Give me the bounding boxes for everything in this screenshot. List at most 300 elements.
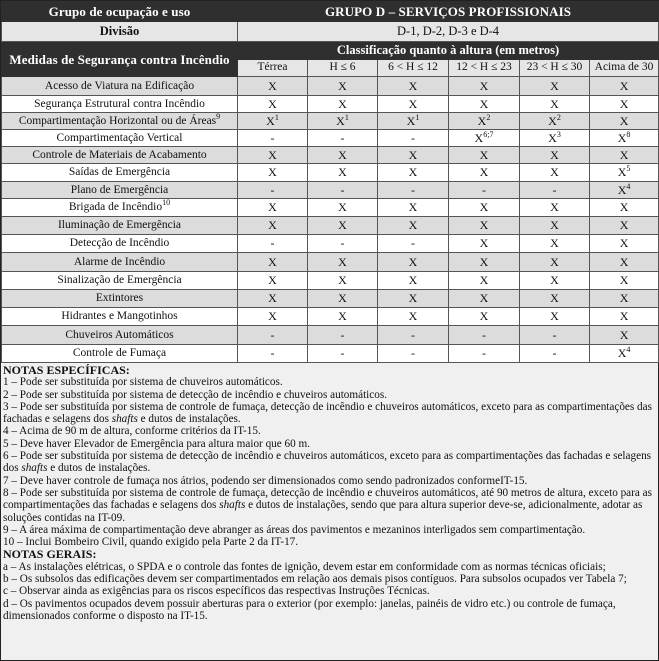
measure-label-text: Acesso de Viatura na Edificação [44, 79, 195, 92]
requirement-mark: X [408, 273, 418, 287]
requirement-cell [378, 182, 449, 199]
measure-label [2, 130, 238, 147]
note-reference: 4 [626, 345, 631, 354]
requirement-cell [520, 164, 590, 182]
requirement-mark: X [550, 165, 559, 179]
requirement-mark: - [270, 182, 275, 197]
note-reference: 6;7 [483, 129, 494, 139]
requirement-cell [520, 96, 590, 113]
requirement-mark: X [266, 113, 275, 128]
requirement-mark: X [268, 96, 277, 111]
requirement-cell [449, 308, 520, 326]
note-reference: 1 [274, 112, 279, 122]
note-text: 1 – Pode ser substituída por sistema de chuveiros automáticos. [3, 376, 283, 389]
table-row [2, 77, 659, 96]
requirement-mark: - [482, 346, 486, 360]
requirement-mark: - [340, 346, 345, 360]
requirement-mark: - [340, 130, 345, 145]
requirement-mark: X [479, 254, 489, 269]
table-row [2, 217, 659, 235]
requirement-cell [449, 199, 520, 217]
requirement-cell [520, 326, 590, 345]
measure-label-text: Alarme de Incêndio [73, 255, 166, 268]
requirement-cell [449, 290, 520, 308]
note-reference: 4 [626, 181, 631, 191]
requirement-cell [378, 217, 449, 235]
requirement-mark: - [270, 130, 275, 145]
requirement-cell [590, 164, 659, 182]
table-row [2, 235, 659, 253]
measure-label-text: Sinalização de Emergência [57, 274, 182, 286]
requirement-cell [378, 130, 449, 147]
measure-label-text: Plano de Emergência [70, 183, 169, 196]
requirement-mark: X [338, 273, 347, 287]
requirement-cell [520, 235, 590, 253]
specific-note [3, 425, 656, 437]
requirement-cell [238, 147, 308, 164]
requirement-mark: X [408, 78, 418, 93]
division-row [2, 22, 659, 42]
requirement-cell [520, 147, 590, 164]
requirement-cell [238, 77, 308, 96]
note-text: 9 – A área máxima de compartimentação deve abranger as áreas dos pavimentos e mezaninos interligados sem compartimentação. [3, 523, 586, 536]
group-label: Grupo de ocupação e uso [2, 2, 238, 22]
requirement-mark: X [619, 327, 629, 342]
measure-label [2, 217, 238, 235]
requirement-mark: X [338, 218, 347, 232]
note-reference: 8 [626, 129, 631, 139]
requirement-cell [378, 77, 449, 96]
note-reference: 9 [216, 112, 221, 121]
requirement-cell [449, 96, 520, 113]
measure-label [2, 147, 238, 164]
measure-label-text: Chuveiros Automáticos [65, 328, 174, 341]
requirements-table [1, 1, 659, 363]
measure-label-text: Controle de Materiais de Acabamento [32, 148, 207, 161]
requirement-mark: X [408, 96, 418, 111]
general-note: c – Observar ainda as exigências para os riscos específicos das respectivas Instruções Técnicas. [3, 585, 430, 598]
requirement-cell [520, 199, 590, 217]
table-row [2, 182, 659, 199]
requirement-mark: X [338, 200, 347, 214]
measure-label-text: Segurança Estrutural contra Incêndio [34, 97, 205, 110]
requirement-mark: X [338, 254, 347, 269]
requirement-cell [308, 182, 378, 199]
measure-label-text: Saídas de Emergência [68, 166, 171, 178]
requirement-mark: X [550, 200, 559, 214]
requirement-mark: - [482, 182, 486, 197]
requirement-mark: - [270, 236, 275, 250]
requirement-cell [238, 113, 308, 130]
requirement-mark: X [268, 309, 277, 323]
note-reference: 5 [626, 164, 631, 173]
requirement-cell [238, 235, 308, 253]
requirement-mark: - [270, 327, 275, 342]
requirement-cell [238, 130, 308, 147]
requirement-mark: X [550, 78, 559, 93]
column-header: Térrea [238, 59, 308, 77]
requirement-cell [378, 113, 449, 130]
requirement-cell [378, 147, 449, 164]
note-text: e dutos de instalações, sendo que para altura superior deve-se, adicionalmente, adotar as soluções contidas na IT-09. [3, 499, 643, 524]
specific-note [3, 438, 656, 450]
requirement-cell [308, 164, 378, 182]
note-emphasis: shafts [21, 462, 48, 475]
requirement-cell [238, 253, 308, 272]
requirement-cell [520, 308, 590, 326]
measure-label [2, 77, 238, 96]
requirement-mark: X [336, 113, 345, 128]
measure-label [2, 272, 238, 290]
requirement-cell [238, 199, 308, 217]
requirement-mark: X [408, 147, 418, 162]
requirement-mark: X [479, 309, 489, 323]
requirement-mark: X [479, 147, 489, 162]
table-row [2, 290, 659, 308]
requirement-mark: X [268, 78, 277, 93]
requirement-mark: X [619, 236, 629, 250]
requirement-mark: X [550, 254, 559, 269]
requirement-cell [238, 96, 308, 113]
general-note: b – Os subsolos das edificações devem ser compartimentados em relação aos demais pisos contíguos. Para subsolos ocupados ver Tabela 7; [3, 573, 627, 586]
note-reference: 2 [486, 112, 491, 122]
requirement-mark: X [479, 96, 489, 111]
requirement-cell [590, 96, 659, 113]
note-text: 7 – Deve haver controle de fumaça nos átrios, podendo ser dimensionados como sendo padronizados conformeIT-15. [3, 474, 528, 487]
requirement-mark: - [482, 327, 486, 342]
specific-note [3, 487, 656, 524]
requirement-mark: X [268, 218, 277, 232]
notes-section [1, 363, 658, 622]
requirement-mark: X [338, 96, 347, 111]
requirement-mark: X [617, 165, 627, 179]
measure-label [2, 113, 238, 130]
requirement-cell [449, 326, 520, 345]
requirement-mark: X [408, 165, 418, 179]
specific-note [3, 401, 656, 426]
requirement-mark: X [408, 291, 418, 305]
measure-label-text: Compartimentação Horizontal ou de Áreas [18, 114, 217, 127]
group-value: GRUPO D – SERVIÇOS PROFISSIONAIS [238, 2, 659, 22]
requirement-mark: X [619, 291, 629, 305]
measure-label-text: Iluminação de Emergência [57, 219, 182, 231]
requirement-cell [238, 345, 308, 363]
requirement-mark: X [479, 78, 489, 93]
requirement-cell [378, 345, 449, 363]
requirement-cell [520, 113, 590, 130]
requirement-mark: - [270, 346, 275, 360]
requirement-mark: X [617, 182, 627, 197]
requirement-mark: X [406, 113, 416, 128]
requirement-mark: X [617, 130, 627, 145]
measures-label: Medidas de Segurança contra Incêndio [2, 42, 238, 77]
requirement-cell [590, 308, 659, 326]
requirement-cell [520, 345, 590, 363]
measure-label [2, 290, 238, 308]
requirement-mark: X [550, 273, 559, 287]
requirement-cell [308, 113, 378, 130]
requirement-cell [449, 164, 520, 182]
requirement-cell [590, 235, 659, 253]
requirement-cell [449, 272, 520, 290]
requirement-cell [590, 272, 659, 290]
specific-note [3, 524, 656, 536]
requirement-mark: X [338, 309, 347, 323]
measure-label [2, 308, 238, 326]
requirement-mark: X [550, 291, 559, 305]
requirement-cell [308, 77, 378, 96]
requirement-mark: X [548, 113, 557, 128]
requirement-cell [378, 164, 449, 182]
requirement-cell [238, 182, 308, 199]
note-emphasis: shafts [111, 413, 138, 426]
specific-note [3, 450, 656, 475]
note-reference: 2 [556, 112, 561, 122]
requirement-mark: - [411, 236, 415, 250]
requirement-mark: X [619, 78, 629, 93]
division-label: Divisão [2, 22, 238, 42]
requirement-cell [238, 217, 308, 235]
requirement-cell [590, 253, 659, 272]
measure-label [2, 326, 238, 345]
requirement-cell [449, 130, 520, 147]
requirement-mark: X [338, 78, 347, 93]
group-row [2, 2, 659, 22]
table-row [2, 164, 659, 182]
requirement-cell [449, 182, 520, 199]
table-row [2, 326, 659, 345]
specific-note [3, 376, 656, 388]
requirement-cell [238, 164, 308, 182]
requirement-mark: X [408, 309, 418, 323]
requirement-cell [590, 326, 659, 345]
requirement-mark: X [408, 200, 418, 214]
note-text: 6 – Pode ser substituída por sistema de detecção de incêndio e chuveiros automáticos, exceto para as compartimentações das fachadas e selagens dos [3, 450, 652, 475]
note-text: e dutos de instalações. [137, 413, 241, 426]
requirement-mark: - [552, 346, 557, 360]
requirement-cell [590, 182, 659, 199]
requirement-cell [238, 326, 308, 345]
measure-label-text: Extintores [95, 292, 144, 304]
requirement-cell [590, 147, 659, 164]
measure-label-text: Detecção de Incêndio [69, 237, 170, 249]
requirement-mark: - [552, 182, 557, 197]
requirement-mark: X [550, 309, 559, 323]
requirement-mark: - [411, 346, 415, 360]
requirement-cell [378, 272, 449, 290]
table-row [2, 308, 659, 326]
requirement-cell [308, 326, 378, 345]
requirement-mark: X [479, 291, 489, 305]
requirement-mark: X [619, 200, 629, 214]
requirement-mark: X [619, 273, 629, 287]
requirement-cell [590, 199, 659, 217]
requirement-mark: X [338, 147, 347, 162]
note-text: 2 – Pode ser substituída por sistema de detecção de incêndio e chuveiros automáticos. [3, 388, 387, 401]
requirement-cell [590, 217, 659, 235]
requirement-cell [449, 217, 520, 235]
requirement-mark: X [550, 147, 559, 162]
requirement-mark: X [550, 218, 559, 232]
measure-label-text: Hidrantes e Mangotinhos [61, 310, 178, 322]
requirement-cell [378, 199, 449, 217]
note-reference: 3 [556, 129, 561, 139]
requirement-cell [308, 199, 378, 217]
requirement-mark: - [411, 130, 415, 145]
requirement-mark: X [268, 254, 277, 269]
requirement-cell [520, 290, 590, 308]
requirement-cell [308, 290, 378, 308]
requirement-mark: X [479, 200, 489, 214]
column-header: 12 < H ≤ 23 [449, 59, 520, 77]
requirement-cell [520, 130, 590, 147]
specific-note [3, 389, 656, 401]
requirement-cell [520, 182, 590, 199]
requirement-mark: X [479, 273, 489, 287]
classification-row [2, 42, 659, 60]
classification-label: Classificação quanto à altura (em metros) [238, 42, 659, 60]
requirement-mark: X [550, 96, 559, 111]
general-note: a – As instalações elétricas, o SPDA e o controle das fontes de ignição, devem estar em conformidade com as normas técnicas oficiais; [3, 560, 606, 573]
requirement-mark: X [268, 147, 277, 162]
requirement-cell [449, 113, 520, 130]
requirement-mark: - [411, 327, 415, 342]
column-header: 23 < H ≤ 30 [520, 59, 590, 77]
requirement-cell [378, 290, 449, 308]
requirement-cell [590, 345, 659, 363]
requirement-cell [378, 253, 449, 272]
table-row [2, 130, 659, 147]
requirement-mark: - [340, 236, 345, 250]
requirement-mark: X [268, 200, 277, 214]
measure-label [2, 182, 238, 199]
requirement-mark: X [617, 346, 627, 360]
measure-label-text: Compartimentação Vertical [56, 131, 183, 144]
requirement-mark: X [548, 130, 557, 145]
measure-label-text: Brigada de Incêndio [68, 201, 163, 213]
note-emphasis: shafts [219, 499, 246, 512]
requirement-mark: X [474, 130, 484, 145]
requirement-mark: - [552, 327, 557, 342]
requirement-mark: X [268, 291, 277, 305]
requirement-mark: X [550, 236, 559, 250]
requirement-mark: - [411, 182, 415, 197]
requirement-cell [378, 308, 449, 326]
requirement-mark: X [619, 254, 629, 269]
general-notes-list [3, 561, 656, 622]
requirement-mark: X [479, 236, 489, 250]
requirement-cell [378, 235, 449, 253]
requirement-cell [238, 272, 308, 290]
requirement-mark: X [619, 96, 629, 111]
requirement-cell [449, 253, 520, 272]
measure-label [2, 253, 238, 272]
requirement-mark: X [619, 147, 629, 162]
requirement-cell [308, 272, 378, 290]
note-text: 3 – Pode ser substituída por sistema de controle de fumaça, detecção de incêndio e chuveiros automáticos, exceto para as compartimentações das fachadas e selagens dos [3, 400, 652, 426]
note-text: 5 – Deve haver Elevador de Emergência para altura maior que 60 m. [3, 437, 311, 450]
table-row [2, 345, 659, 363]
note-reference: 1 [344, 112, 349, 122]
requirement-cell [238, 308, 308, 326]
measure-label [2, 96, 238, 113]
requirement-cell [308, 96, 378, 113]
requirement-mark: X [268, 273, 277, 287]
requirement-cell [590, 290, 659, 308]
requirement-cell [520, 217, 590, 235]
specific-note [3, 536, 656, 548]
table-row [2, 253, 659, 272]
requirement-cell [308, 130, 378, 147]
requirement-cell [308, 308, 378, 326]
requirement-mark: X [479, 218, 489, 232]
note-text: 10 – Inclui Bombeiro Civil, quando exigido pela Parte 2 da IT-17. [3, 536, 299, 549]
requirement-mark: X [408, 218, 418, 232]
requirement-cell [378, 326, 449, 345]
requirement-cell [308, 345, 378, 363]
requirement-cell [449, 77, 520, 96]
requirement-cell [308, 147, 378, 164]
measure-label [2, 345, 238, 363]
note-text: 8 – Pode ser substituída por sistema de controle de fumaça, detecção de incêndio e chuveiros automáticos, até 90 metros de altura, exceto para as compartimentações das fachadas e selagens dos [3, 486, 652, 512]
measure-label [2, 235, 238, 253]
requirement-mark: X [338, 291, 347, 305]
column-header: 6 < H ≤ 12 [378, 59, 449, 77]
requirement-cell [590, 113, 659, 130]
table-row [2, 199, 659, 217]
note-reference: 1 [415, 112, 420, 122]
table-row [2, 272, 659, 290]
measure-label [2, 164, 238, 182]
specific-notes-title: NOTAS ESPECÍFICAS: [3, 363, 130, 377]
specific-notes-list [3, 376, 656, 548]
requirement-cell [449, 147, 520, 164]
table-row [2, 96, 659, 113]
note-text: e dutos de instalações. [47, 462, 151, 475]
requirement-mark: - [340, 327, 345, 342]
specific-note [3, 475, 656, 487]
requirement-mark: X [477, 113, 487, 128]
column-header: H ≤ 6 [308, 59, 378, 77]
requirement-cell [590, 130, 659, 147]
division-value: D-1, D-2, D-3 e D-4 [238, 22, 659, 42]
note-text: 4 – Acima de 90 m de altura, conforme critérios da IT-15. [3, 425, 261, 438]
requirement-cell [308, 217, 378, 235]
table-row [2, 147, 659, 164]
general-notes-title: NOTAS GERAIS: [3, 547, 97, 562]
note-reference: 10 [162, 198, 171, 207]
requirement-cell [449, 235, 520, 253]
general-note: d – Os pavimentos ocupados devem possuir aberturas para o exterior (por exemplo: janelas, painéis de vidro etc.) ou controle de fumaça, dimensionados conforme o disposto na IT-15. [3, 597, 616, 622]
requirement-mark: X [619, 218, 629, 232]
requirement-cell [308, 253, 378, 272]
requirement-cell [378, 96, 449, 113]
requirement-mark: X [268, 165, 277, 179]
requirement-mark: X [408, 254, 418, 269]
requirement-cell [308, 235, 378, 253]
requirement-mark: X [619, 309, 629, 323]
requirement-cell [520, 77, 590, 96]
requirement-mark: X [338, 165, 347, 179]
requirement-cell [238, 290, 308, 308]
requirement-mark: - [340, 182, 345, 197]
requirement-cell [520, 253, 590, 272]
measure-label [2, 199, 238, 217]
table-row [2, 113, 659, 130]
requirement-cell [449, 345, 520, 363]
requirement-cell [590, 77, 659, 96]
requirement-cell [520, 272, 590, 290]
